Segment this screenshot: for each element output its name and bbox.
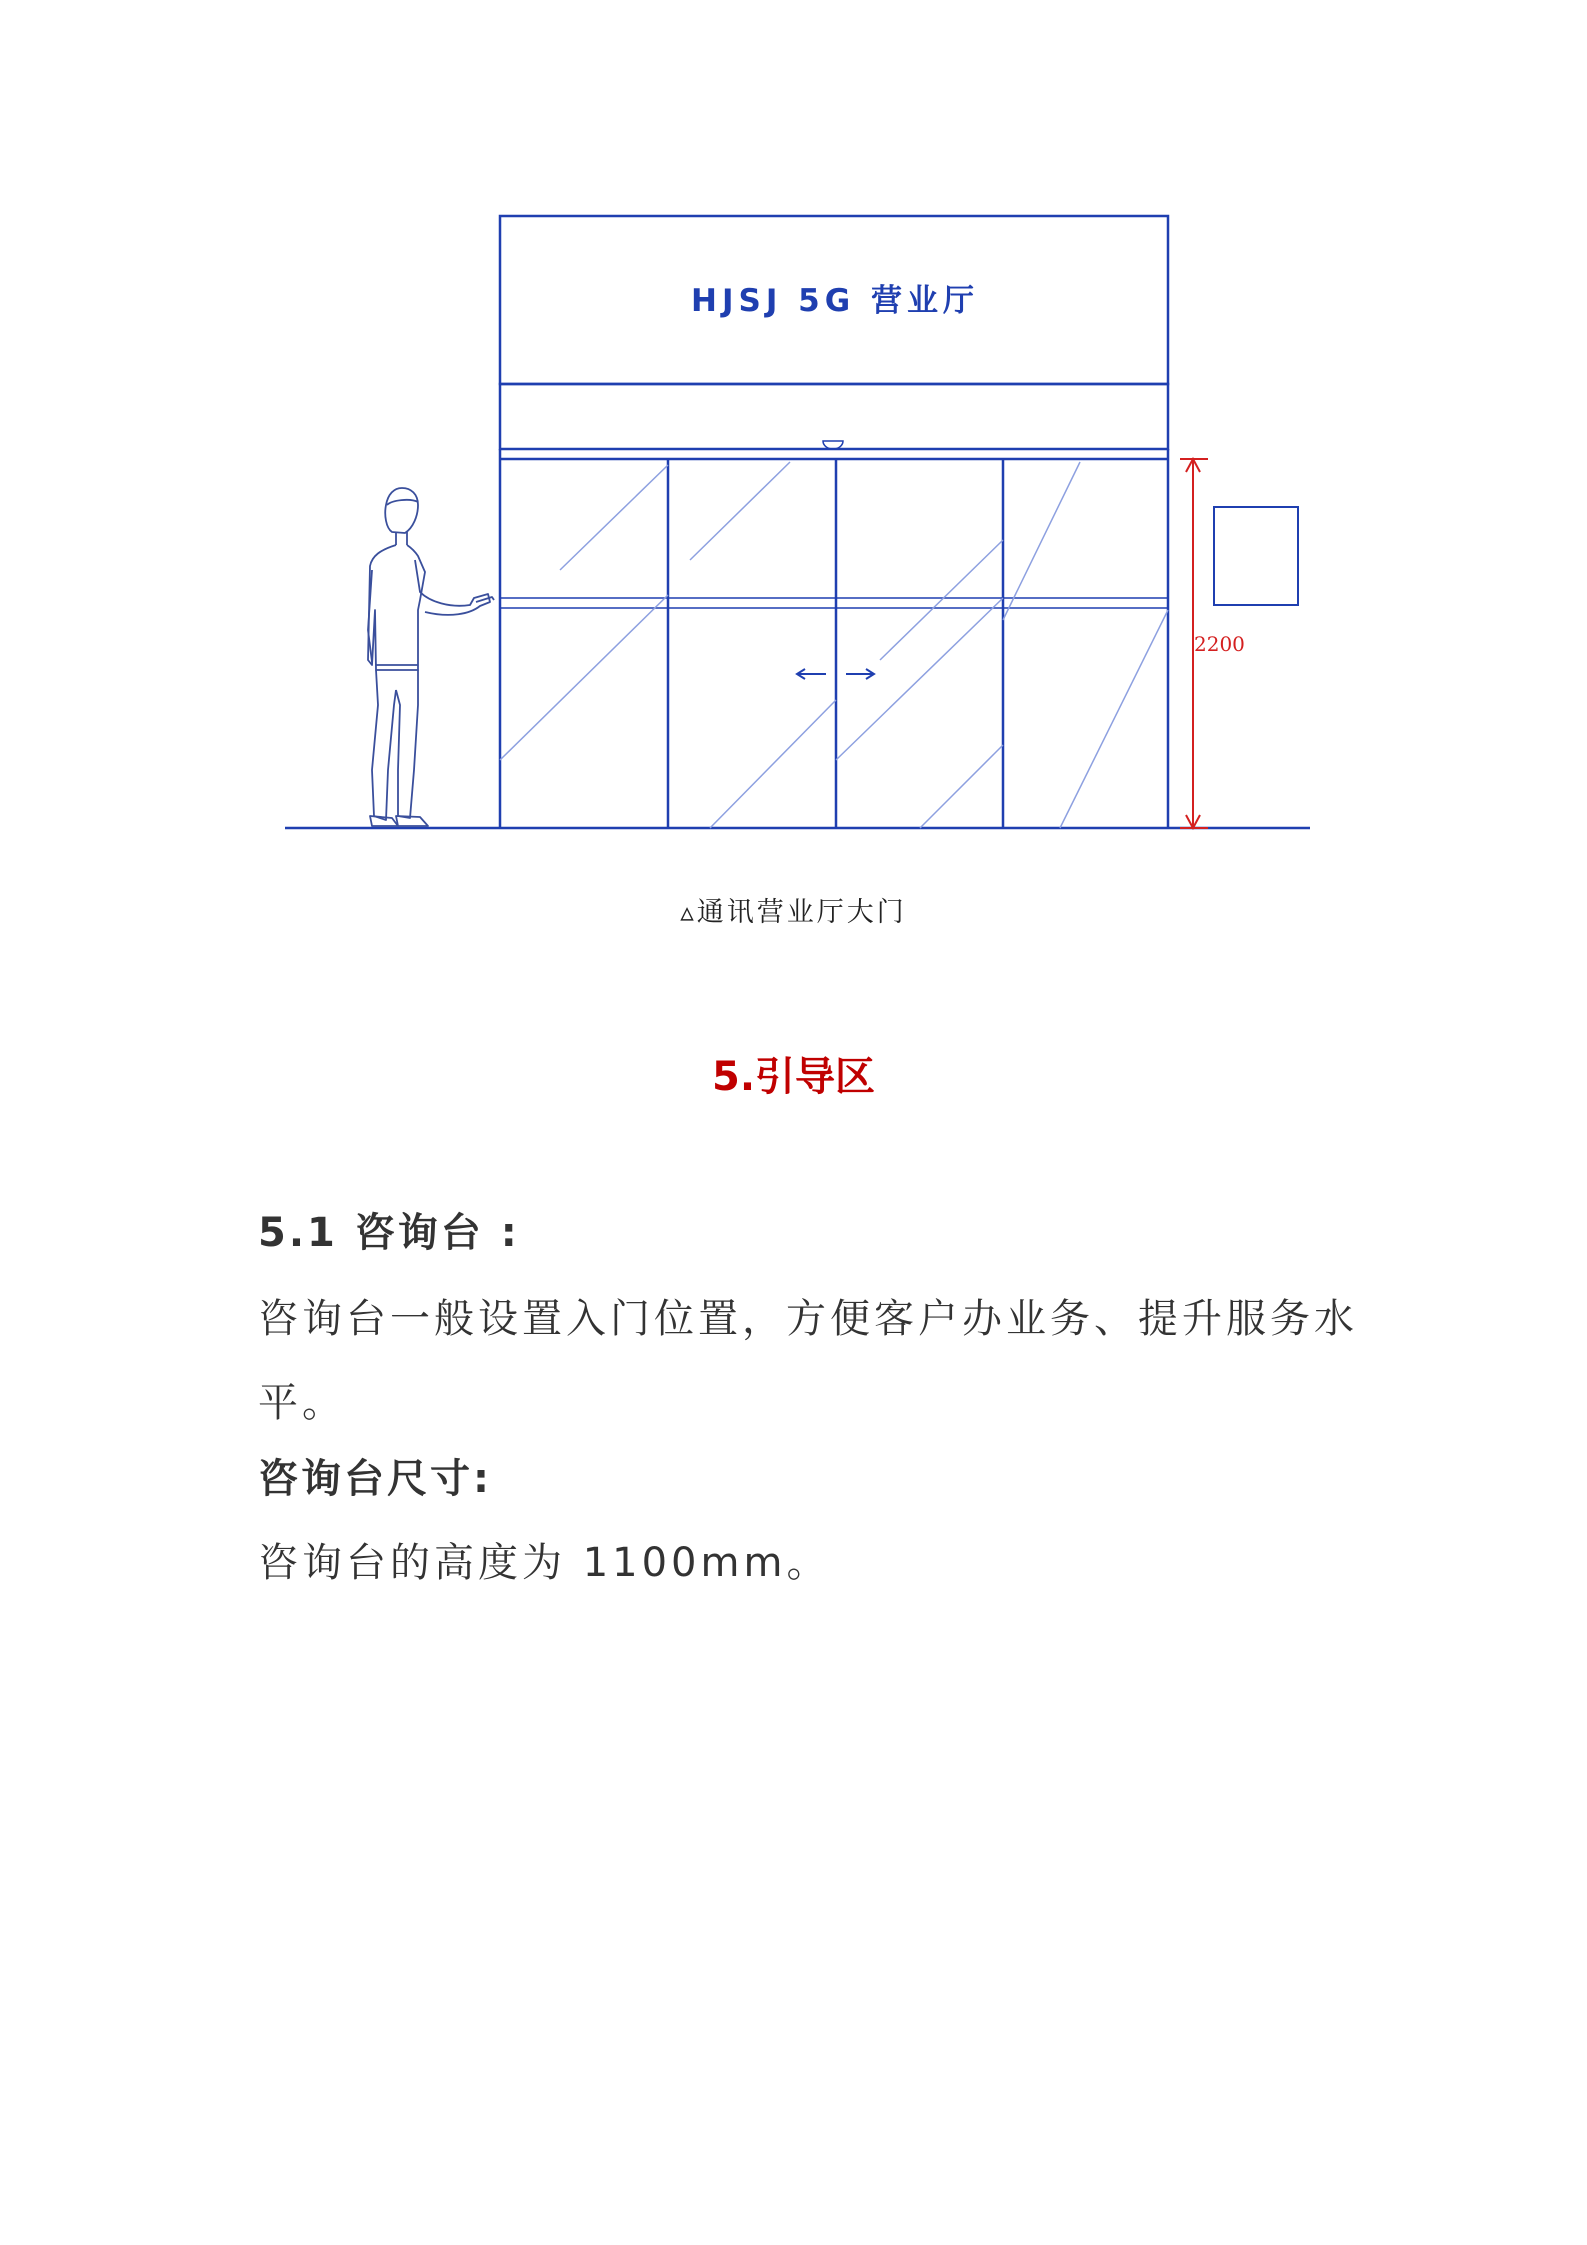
consult-desk-section xyxy=(258,1205,1378,1605)
entrance-elevation-drawing xyxy=(0,0,1587,900)
height-dimension-label: 2200 xyxy=(1194,632,1245,656)
signboard-text: HJSJ 5G 营业厅 xyxy=(691,283,979,319)
consult-desk-size-text: 咨询台的高度为 1100mm。 xyxy=(258,1540,831,1586)
fascia-band xyxy=(500,384,1168,449)
person-figure xyxy=(368,488,494,826)
wall-panel xyxy=(1214,507,1298,605)
figure-caption: ▵通讯营业厅大门 xyxy=(680,897,907,928)
consult-desk-size-heading: 咨询台尺寸: xyxy=(258,1456,492,1502)
consult-desk-description: 咨询台一般设置入门位置，方便客户办业务、提升服务水平。 xyxy=(258,1296,1358,1426)
section-title: 5.引导区 xyxy=(711,1054,876,1100)
glass-reflections xyxy=(500,462,1168,828)
consult-desk-heading: 5.1 咨询台 : xyxy=(258,1210,520,1256)
